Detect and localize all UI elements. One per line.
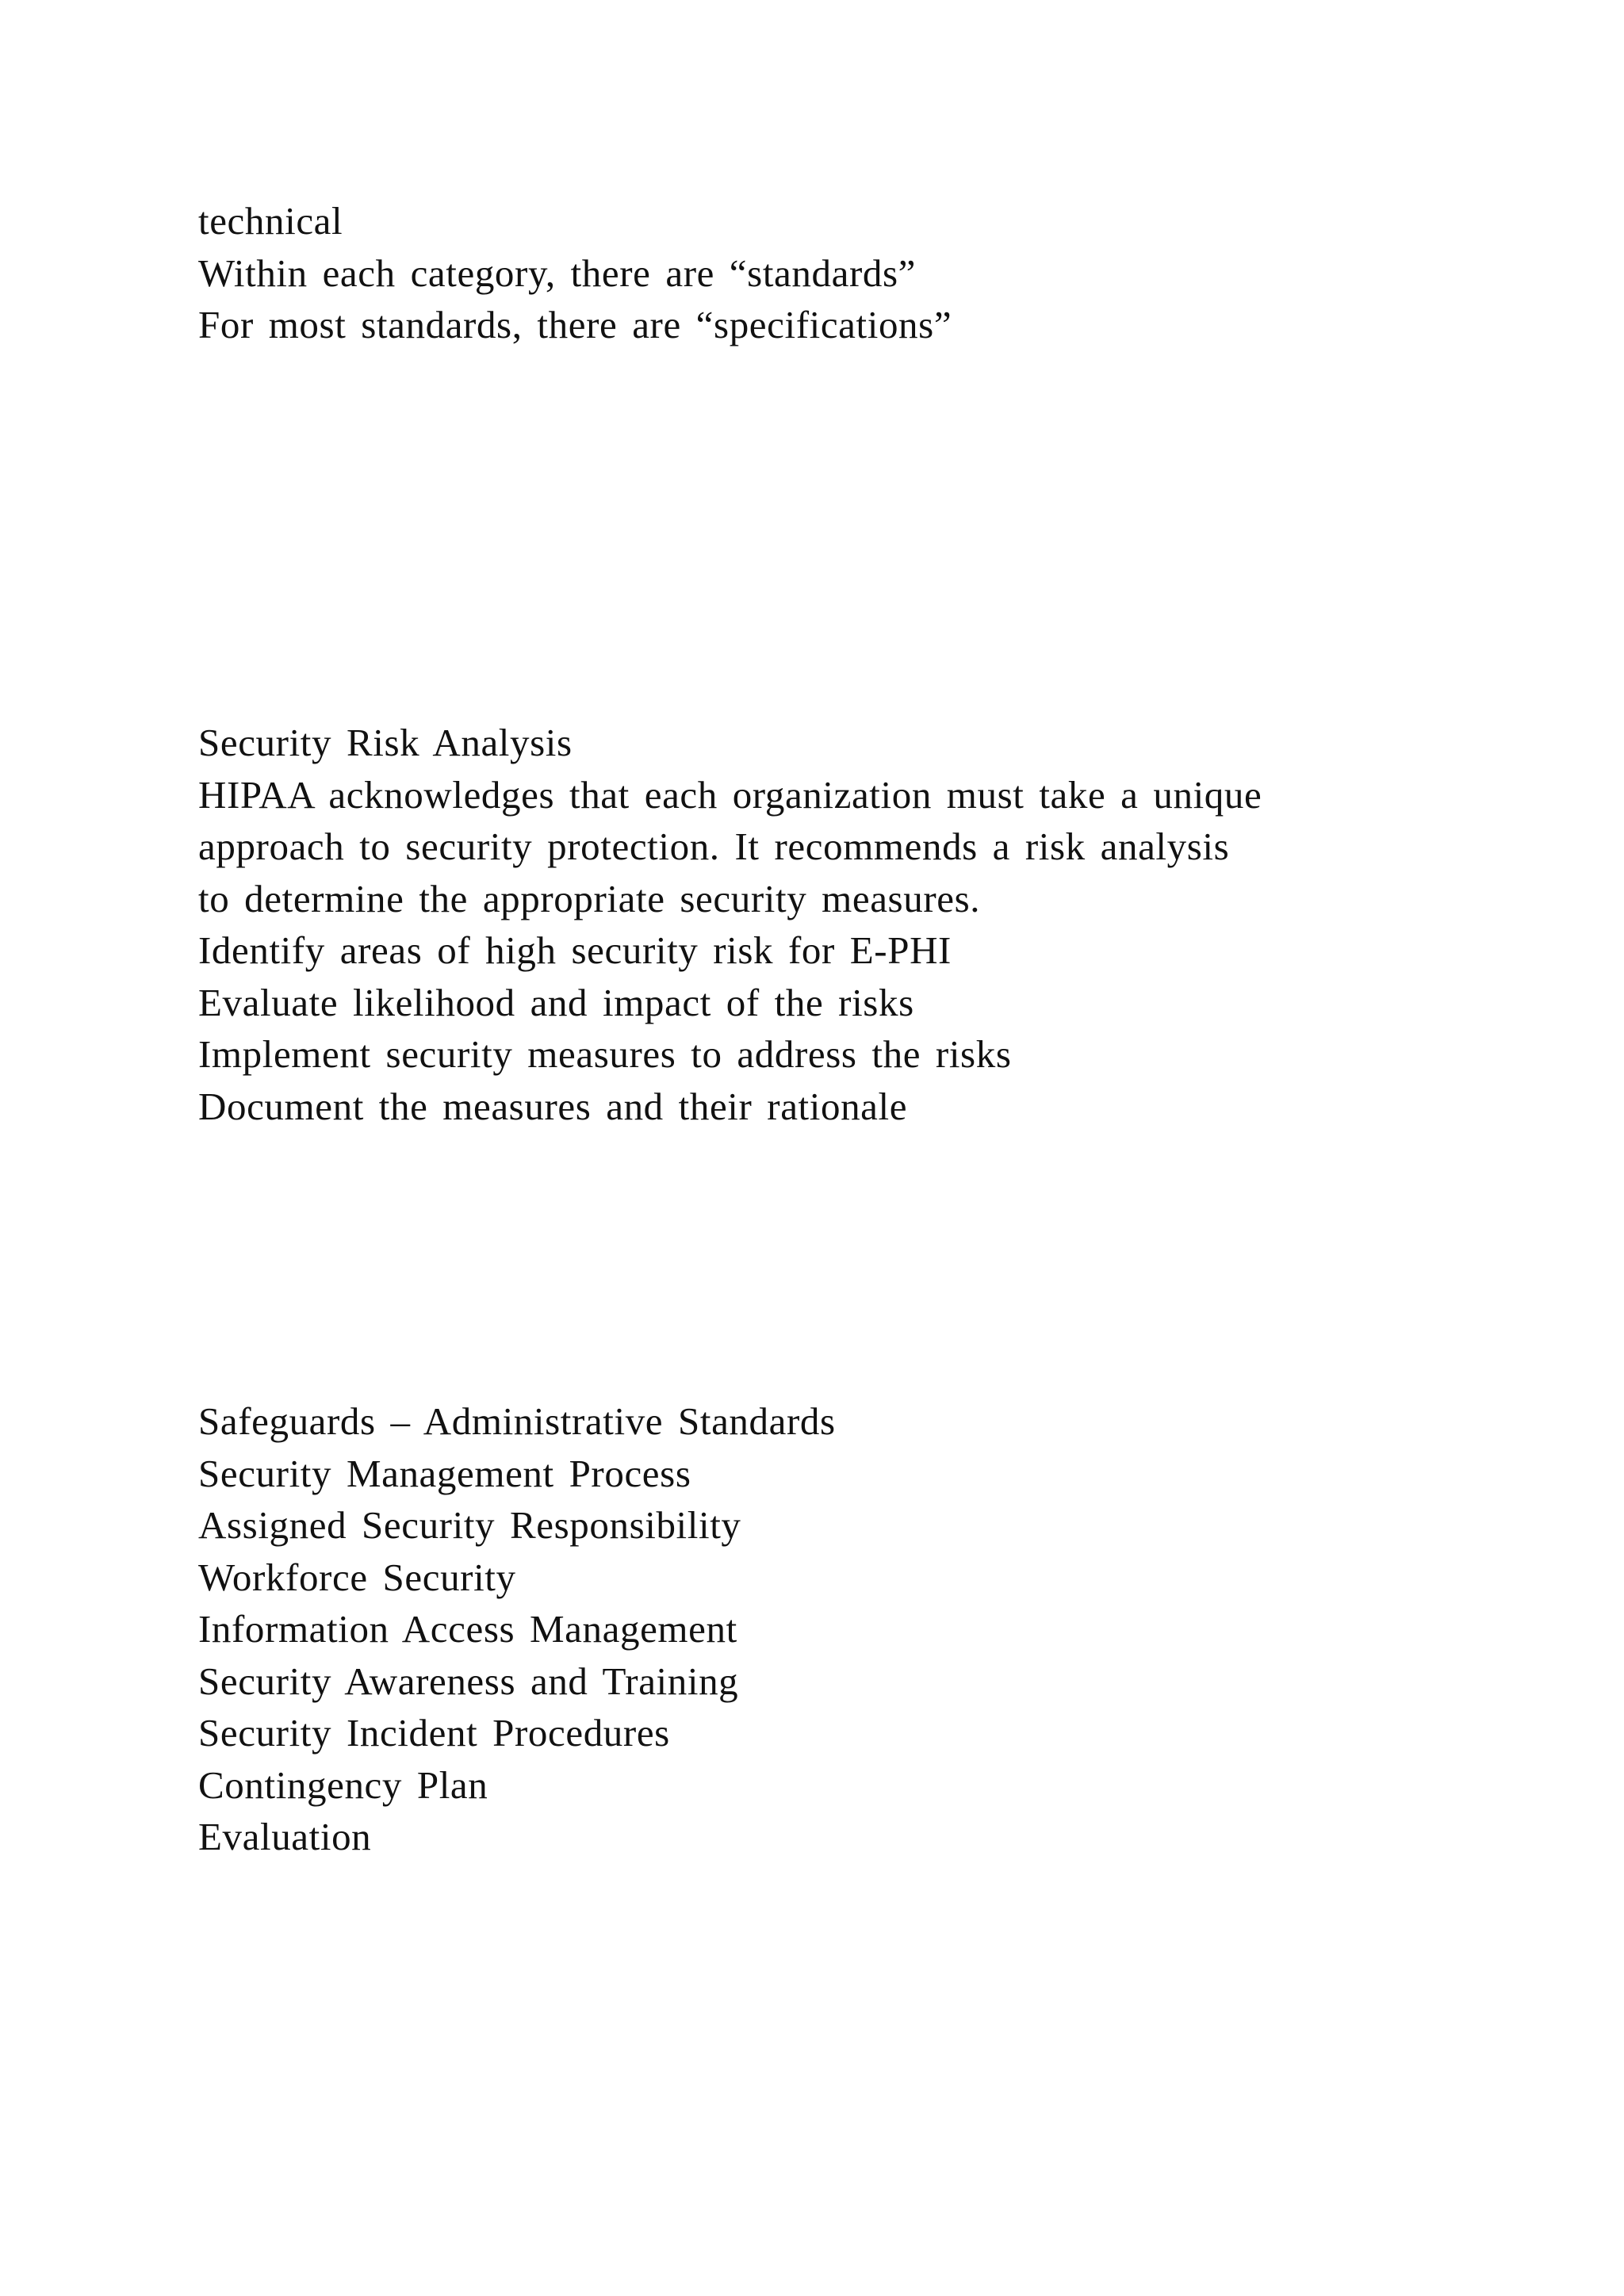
administrative-standard-item: Information Access Management (198, 1607, 737, 1651)
risk-analysis-list-item: Implement security measures to address the risks (198, 1032, 1012, 1076)
intro-line-specifications: For most standards, there are “specifications” (198, 303, 952, 346)
intro-line-technical: technical (198, 199, 343, 243)
intro-line-standards: Within each category, there are “standards” (198, 251, 916, 295)
administrative-standard-item: Assigned Security Responsibility (198, 1503, 741, 1547)
risk-analysis-list-item: Document the measures and their rationale (198, 1084, 908, 1128)
risk-analysis-list-item: Evaluate likelihood and impact of the risks (198, 980, 914, 1024)
risk-analysis-paragraph-line-2: approach to security protection. It recommends a risk analysis (198, 825, 1230, 868)
intro-section (198, 195, 1499, 351)
administrative-standards-section (198, 1395, 1499, 1863)
administrative-standard-item: Security Awareness and Training (198, 1659, 739, 1703)
administrative-standard-item: Contingency Plan (198, 1762, 488, 1807)
administrative-standards-heading: Safeguards – Administrative Standards (198, 1399, 836, 1443)
risk-analysis-list-item: Identify areas of high security risk for E-PHI (198, 928, 952, 972)
administrative-standard-item: Security Management Process (198, 1451, 691, 1495)
risk-analysis-paragraph-line-3: to determine the appropriate security measures. (198, 876, 981, 920)
risk-analysis-paragraph-line-1: HIPAA acknowledges that each organization must take a unique (198, 772, 1262, 817)
risk-analysis-heading: Security Risk Analysis (198, 721, 573, 764)
administrative-standard-item: Workforce Security (198, 1555, 516, 1599)
risk-analysis-section (198, 717, 1499, 1132)
administrative-standard-item: Security Incident Procedures (198, 1711, 670, 1755)
administrative-standard-item: Evaluation (198, 1815, 372, 1858)
